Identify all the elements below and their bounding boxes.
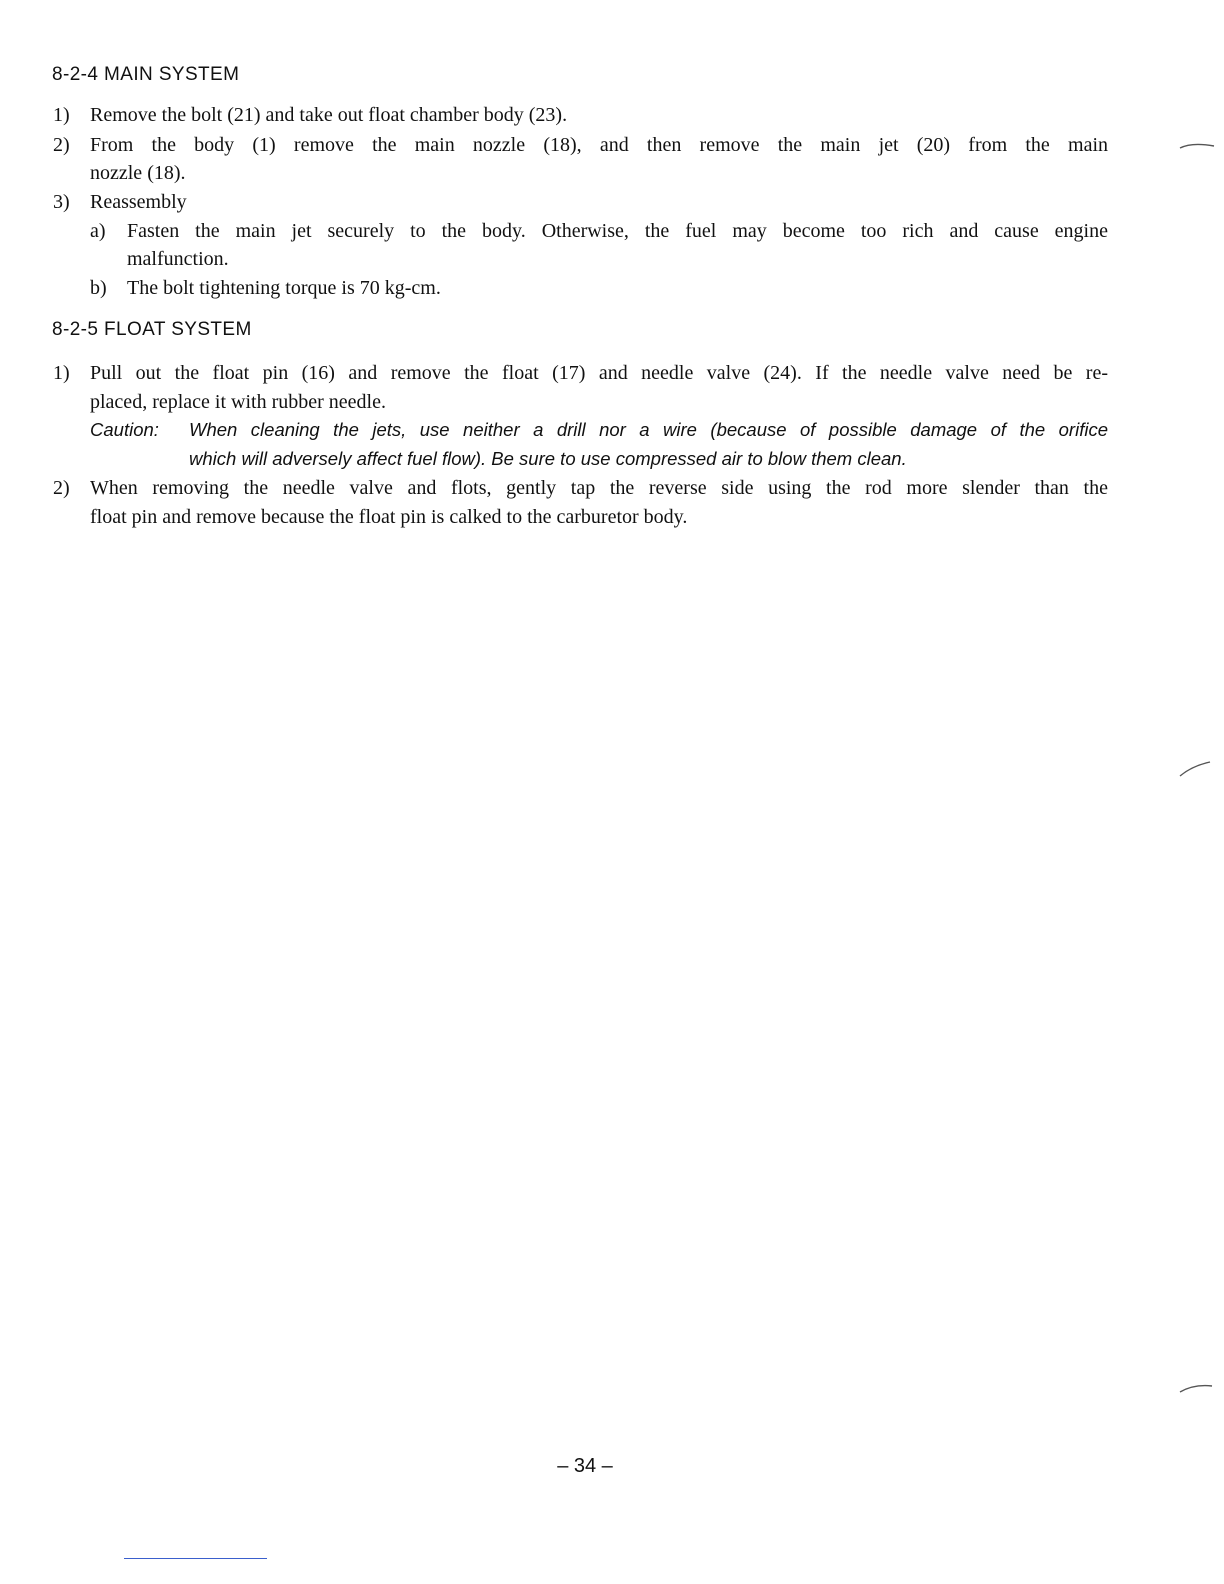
list-text: Reassembly (90, 191, 187, 213)
list-number: 2) (53, 134, 70, 156)
margin-mark (1176, 1378, 1216, 1398)
list-number: 2) (53, 477, 70, 499)
list-text-continuation: placed, replace it with rubber needle. (90, 391, 386, 413)
list-text: Remove the bolt (21) and take out float chamber body (23). (90, 104, 568, 126)
list-text: When removing the needle valve and flots, gently tap the reverse side using the rod more slender than the (90, 477, 1108, 499)
sub-list-letter: a) (90, 220, 106, 242)
caution-text: When cleaning the jets, use neither a drill nor a wire (because of possible damage of the orifice (189, 419, 1108, 440)
sub-list-text-continuation: malfunction. (127, 248, 229, 270)
bottom-rule (124, 1558, 267, 1559)
margin-mark (1178, 138, 1218, 158)
list-text: From the body (1) remove the main nozzle (18), and then remove the main jet (20) from the main (90, 134, 1108, 156)
section-heading-float-system: 8-2-5 FLOAT SYSTEM (52, 319, 252, 340)
sub-list-letter: b) (90, 277, 107, 299)
list-text-continuation: float pin and remove because the float pin is calked to the carburetor body. (90, 506, 688, 528)
caution-label: Caution: (90, 419, 159, 440)
margin-mark (1176, 756, 1216, 780)
list-number: 1) (53, 104, 70, 126)
list-text: Pull out the float pin (16) and remove the float (17) and needle valve (24). If the needle valve need be re- (90, 362, 1108, 384)
list-text-continuation: nozzle (18). (90, 162, 186, 184)
list-number: 3) (53, 191, 70, 213)
sub-list-text: The bolt tightening torque is 70 kg-cm. (127, 277, 441, 299)
page-number: – 34 – (557, 1455, 613, 1477)
sub-list-text: Fasten the main jet securely to the body. Otherwise, the fuel may become too rich and cause engine (127, 220, 1108, 242)
section-heading-main-system: 8-2-4 MAIN SYSTEM (52, 64, 240, 85)
list-number: 1) (53, 362, 70, 384)
caution-text-continuation: which will adversely affect fuel flow). Be sure to use compressed air to blow them clean. (189, 448, 907, 469)
